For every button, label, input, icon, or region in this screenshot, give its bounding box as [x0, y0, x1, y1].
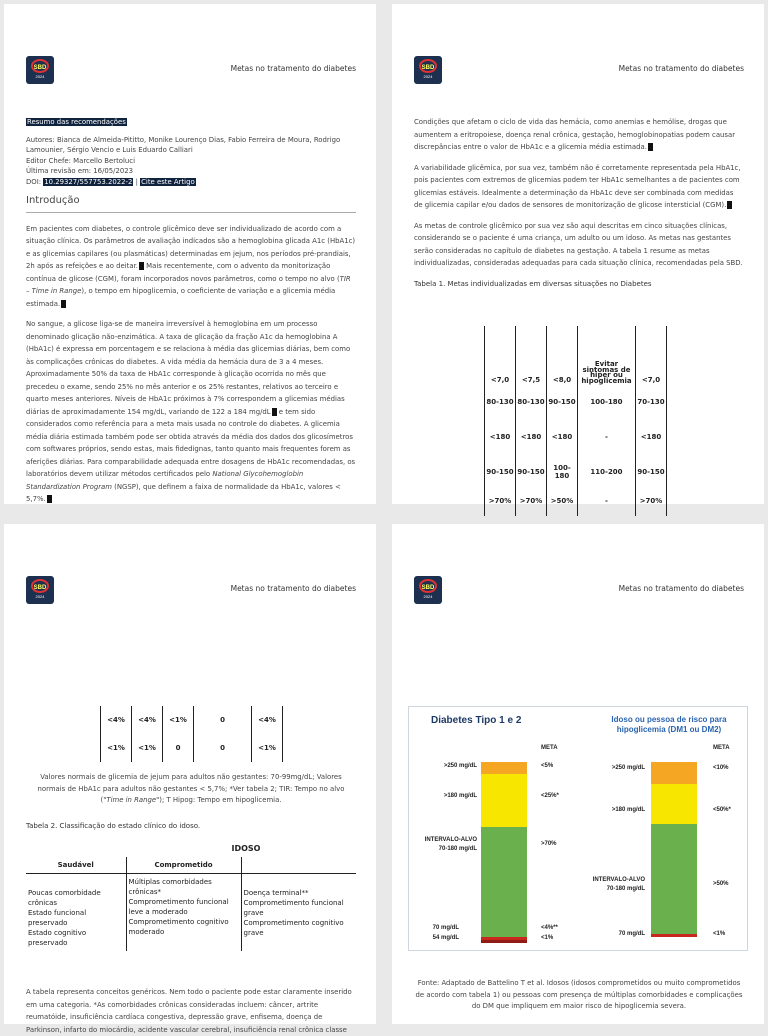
left-label: INTERVALO-ALVO — [424, 837, 477, 843]
page-1 — [4, 4, 376, 504]
right-bar-target — [651, 824, 697, 934]
page-header-title: Metas no tratamento do diabetes — [618, 584, 744, 593]
table1-row — [485, 458, 667, 486]
left-meta: <1% — [541, 935, 554, 941]
right-label: >250 mg/dL — [611, 765, 645, 771]
cite-link[interactable]: Cite este Artigo — [141, 177, 195, 186]
table-1-notes: Valores normais de glicemia de jejum para adultos não gestantes: 70-99mg/dL; Valores normais de HbA1c para adultos não gestantes < 5,7%; *Ver tabela 2; TIR: Tempo no alvo ("Time in Range"); T Hipog: Tempo em hipoglicemia. — [37, 773, 345, 804]
left-label: 70-180 mg/dL — [438, 846, 477, 852]
doi-label: DOI: — [26, 177, 42, 186]
table2-cell: Múltiplas comorbidades crônicas* Comprometimento funcional leve a moderado Comprometimento cognitivo moderado — [126, 874, 241, 952]
table1-cell: <8,0 — [547, 326, 578, 388]
table1-cell: <180 — [636, 416, 667, 458]
right-label: 70-180 mg/dL — [606, 886, 645, 892]
right-label: INTERVALO-ALVO — [592, 877, 645, 883]
table1c-row — [101, 706, 283, 734]
table1-cell: 90-150 — [547, 388, 578, 416]
table1-cell: >50% — [547, 486, 578, 516]
reference-marker[interactable] — [727, 201, 732, 209]
reference-marker[interactable] — [47, 495, 52, 503]
table-1 — [484, 326, 667, 516]
sbd-logo: SBD 2024 — [26, 576, 54, 604]
right-bar-high — [651, 784, 697, 824]
right-meta: <1% — [713, 931, 726, 937]
table1-row — [485, 416, 667, 458]
page-3 — [4, 524, 376, 1034]
left-label: 70 mg/dL — [432, 925, 459, 931]
table2-cell: Doença terminal** Comprometimento funcional grave Comprometimento cognitivo grave — [243, 889, 344, 937]
table1-cell: >70% — [485, 486, 516, 516]
table1-cell: 90-150 — [636, 458, 667, 486]
right-figure-title: Idoso ou pessoa de risco para hipoglicemia (DM1 ou DM2) — [611, 715, 727, 734]
table2-header — [241, 857, 356, 874]
left-label: >250 mg/dL — [443, 763, 477, 769]
left-bar-target — [481, 827, 527, 937]
table1c-cell: <4% — [101, 706, 132, 734]
right-bar-very-high — [651, 762, 697, 784]
article-body — [414, 116, 744, 290]
table1-cell: Evitar sintomas de hiper ou hipoglicemia — [578, 326, 636, 388]
paragraph-2: A variabilidade glicêmica, por sua vez, também não é corretamente representada pela HbA1c, pois pacientes com extremos de glicemias podem ter HbA1c semelhantes a de pacientes com glicemias estáveis. Idealmente a determinação da HbA1c deve ser combinada com medidas de glicemia capilar e/ou dados de sensores de monitorização de glicose intersticial (CGM). — [414, 163, 741, 209]
table1-cell: 100-180 — [578, 388, 636, 416]
editor: Editor Chefe: Marcello Bertoluci — [26, 156, 135, 165]
table1-cell: 80-130 — [485, 388, 516, 416]
doi-link[interactable]: 10.29327/557753.2022-2 — [44, 177, 133, 186]
page-2 — [392, 4, 764, 504]
intro-paragraph-1: Em pacientes com diabetes, o controle glicêmico deve ser individualizado de acordo com a situação clínica. Os parâmetros de avaliação indicados são a hemoglobina glicada A1c (HbA1c) e as glicemias capilares (ou plasmáticas) determinadas em jejum, nos períodos pré-prandiais, 2h após as refeições e ao deitar. Mais recentemente, com o advento da monitorização contínua de glicose (CGM), foram incorporados novos parâmetros, como o tempo no alvo (TIR – Time in Range), o tempo em hipoglicemia, o coeficiente de variação e a glicemia média estimada. — [26, 224, 356, 308]
table2-header: Comprometido — [126, 857, 241, 874]
paragraph-3: As metas de controle glicêmico por sua vez são aqui descritas em cinco situações clínicas, considerando se o paciente é uma criança, um adulto ou um idoso. As metas nas gestantes serão consideradas no capítulo de diabetes na gestação. A tabela 1 resume as metas individualizadas, consideradas adequadas para cada situação clínica, recomendadas pela SBD. — [414, 221, 743, 267]
table1-cell: - — [578, 486, 636, 516]
left-meta: <25%* — [541, 793, 559, 799]
left-bar-very-low — [481, 940, 527, 943]
table1c-cell: <1% — [132, 734, 163, 762]
page-header-title: Metas no tratamento do diabetes — [230, 584, 356, 593]
table2-cell: Poucas comorbidade crônicas Estado funcional preservado Estado cognitivo preservado — [28, 889, 101, 947]
right-bar-low — [651, 934, 697, 937]
authors: Autores: Bianca de Almeida-Pititto, Monike Lourenço Dias, Fabio Ferreira de Moura, Rodrigo Lamounier, Sérgio Vencio e Luis Eduardo Calliari — [26, 135, 341, 154]
table1c-cell: <1% — [101, 734, 132, 762]
table2-header: Saudável — [26, 857, 126, 874]
paragraph-1: Condições que afetam o ciclo de vida das hemácia, como anemias e hemólise, drogas que aumentem a eritropoiese, doença renal crônica, gestação, hemoglobinopatias podem causar discrepâncias entre o valor de HbA1c e a glicemia média estimada. — [414, 118, 736, 151]
right-label: 70 mg/dL — [618, 931, 645, 937]
tir-targets-figure — [408, 706, 748, 951]
left-figure-title: Diabetes Tipo 1 e 2 — [431, 715, 522, 726]
table2-title: IDOSO — [231, 844, 261, 853]
right-meta: <50%* — [713, 807, 731, 813]
table1-row — [485, 388, 667, 416]
table1c-cell: 0 — [194, 734, 252, 762]
sbd-logo: SBD 2024 — [414, 56, 442, 84]
table1-cell: <7,0 — [485, 326, 516, 388]
left-label: 54 mg/dL — [432, 935, 459, 941]
table-1-continued — [100, 706, 283, 762]
table-2 — [26, 857, 356, 951]
table1-cell: 90-150 — [516, 458, 547, 486]
table1c-cell: <1% — [252, 734, 283, 762]
table1-cell: >70% — [516, 486, 547, 516]
right-label: >180 mg/dL — [611, 807, 645, 813]
sbd-logo: SBD 2024 — [26, 56, 54, 84]
sbd-logo: SBD 2024 — [414, 576, 442, 604]
table1-cell: <7,5 — [516, 326, 547, 388]
table1-cell: 80-130 — [516, 388, 547, 416]
table1c-cell: <1% — [163, 706, 194, 734]
left-label: >180 mg/dL — [443, 793, 477, 799]
table2-caption: Tabela 2. Classificação do estado clínico do idoso. — [26, 822, 201, 830]
reference-marker[interactable] — [648, 143, 653, 151]
left-bar-very-high — [481, 762, 527, 774]
right-meta: <10% — [713, 765, 729, 771]
reference-marker[interactable] — [61, 300, 66, 308]
page-4 — [392, 524, 764, 1024]
revision-date: Última revisão em: 16/05/2023 — [26, 167, 134, 175]
article-body: Resumo das recomendações Autores: Bianca de Almeida-Pititto, Monike Lourenço Dias, Fabio Ferreira de Moura, Rodrigo Lamounier, Sérgio Vencio e Luis Eduardo Calliari Editor Chefe: Marcello Bertoluci Última revisão em: 16/05/2023 DOI: 10.29327/557753.2022-2 | Cite este Artigo Introdução Em pacientes com diabetes, o controle glicêmico deve ser individualizado de acordo com a situação clínica. Os parâmetros de avaliação indicados são a hemoglobina glicada A1c (HbA1c) e as glicemias capilares (ou plasmáticas) determinadas em jejum, nos períodos pré-prandiais, 2h após as refeições e ao deitar. Mais recentemente, com o advento da monitorização contínua de glicose (CGM), foram incorporados novos parâmetros, como o tempo no alvo (TIR – Time in Range), o tempo em hipoglicemia, o coeficiente de variação e a glicemia média estimada. No sangue, a glicose liga-se de maneira irreversível à hemoglobina em um processo denominado glicação não-enzimática. A taxa de glicação da fração A1c da hemoglobina A (HbA1c) é expressa em porcentagem e se relaciona à média das glicemias diárias, bem como às complicações crônicas do diabetes. A vida média da hemácia dura de 3 a 4 meses. Aproximadamente 50% da taxa de HbA1c corresponde à glicação ocorrida no mês que precedeu o exame, sendo 25% no mês anterior e os 25% restantes, relativos ao terceiro e quarto meses anteriores. Níveis de HbA1c próximos à 7% correspondem a glicemias médias diárias de aproximadamente 154 mg/dL, variando de 122 a 184 mg/dL e tem sido considerados como referência para a meta mais usada no controle do diabetes. A glicemia média diária estimada também pode ser obtida através da média dos dados dos glicosímetros com softwares próprios, sendo estas, mais fidedignas, tanto quanto mais frequentes forem as aferições diárias. Para comparabilidade adequada entre dosagens de HbA1c recomendadas, os laboratórios devem utilizar métodos certificados pelo National Glycohemoglobin Standardization Program (NGSP), que definem a faixa de normalidade da HbA1c, valores < 5,7%. — [26, 116, 356, 514]
meta-label-right: META — [713, 745, 730, 751]
left-meta: <4%** — [541, 925, 558, 931]
table1-cell: 100-180 — [547, 458, 578, 486]
table1c-row — [101, 734, 283, 762]
meta-label-left: META — [541, 745, 558, 751]
figure-caption: Fonte: Adaptado de Battelino T et al. Idosos (idosos comprometidos ou muito comprometidos de acordo com tabela 1) ou pessoas com presença de múltiplas comorbidades e complicações do DM que impliquem em maior risco de hipoglicemia severa. — [415, 979, 743, 1010]
table1-cell: 70-130 — [636, 388, 667, 416]
table1c-cell: 0 — [163, 734, 194, 762]
table1c-cell: <4% — [132, 706, 163, 734]
table1-caption: Tabela 1. Metas individualizadas em diversas situações no Diabetes — [414, 279, 652, 288]
table1c-cell: 0 — [194, 706, 252, 734]
left-bar-high — [481, 774, 527, 827]
table2-notes: A tabela representa conceitos genéricos. Nem todo o paciente pode estar claramente inserido em uma categoria. *As comorbidades crônicas consideradas incluem: câncer, artrite reumatóide, insuficiência cardíaca congestiva, depressão grave, enfisema, doença de Parkinson, infarto do miocárdio, acidente vascular cerebral, insuficiência renal crônica classe — [26, 988, 352, 1034]
table1-cell: >70% — [636, 486, 667, 516]
table1-cell: <180 — [516, 416, 547, 458]
intro-paragraph-2: No sangue, a glicose liga-se de maneira irreversível à hemoglobina em um processo denominado glicação não-enzimática. A taxa de glicação da fração A1c da hemoglobina A (HbA1c) é expressa em porcentagem e se relaciona à média das glicemias diárias, bem como às complicações crônicas do diabetes. A vida média da hemácia dura de 3 a 4 meses. Aproximadamente 50% da taxa de HbA1c corresponde à glicação ocorrida no mês que precedeu o exame, sendo 25% no mês anterior e os 25% restantes, relativos ao terceiro e quarto meses anteriores. Níveis de HbA1c próximos à 7% correspondem a glicemias médias diárias de aproximadamente 154 mg/dL, variando de 122 a 184 mg/dL e tem sido considerados como referência para a meta mais usada no controle do diabetes. A glicemia média diária estimada também pode ser obtida através da média dos dados dos glicosímetros com softwares próprios, sendo estas, mais fidedignas, tanto quanto mais frequentes forem as aferições diárias. Para comparabilidade adequada entre dosagens de HbA1c recomendadas, os laboratórios devem utilizar métodos certificados pelo National Glycohemoglobin Standardization Program (NGSP), que definem a faixa de normalidade da HbA1c, valores < 5,7%. — [26, 320, 356, 503]
table1-cell: - — [578, 416, 636, 458]
table1-cell: <7,0 — [636, 326, 667, 388]
left-meta: >70% — [541, 841, 557, 847]
left-meta: <5% — [541, 763, 554, 769]
page-header-title: Metas no tratamento do diabetes — [618, 64, 744, 73]
table1-cell: <180 — [485, 416, 516, 458]
table1-cell: 90-150 — [485, 458, 516, 486]
section-title: Introdução — [26, 195, 356, 213]
summary-link[interactable]: Resumo das recomendações — [27, 118, 126, 126]
table1-cell: 110-200 — [578, 458, 636, 486]
table1-cell: <180 — [547, 416, 578, 458]
table1-row — [485, 326, 667, 388]
page-header-title: Metas no tratamento do diabetes — [230, 64, 356, 73]
table1-row — [485, 486, 667, 516]
right-meta: >50% — [713, 881, 729, 887]
table1c-cell: <4% — [252, 706, 283, 734]
